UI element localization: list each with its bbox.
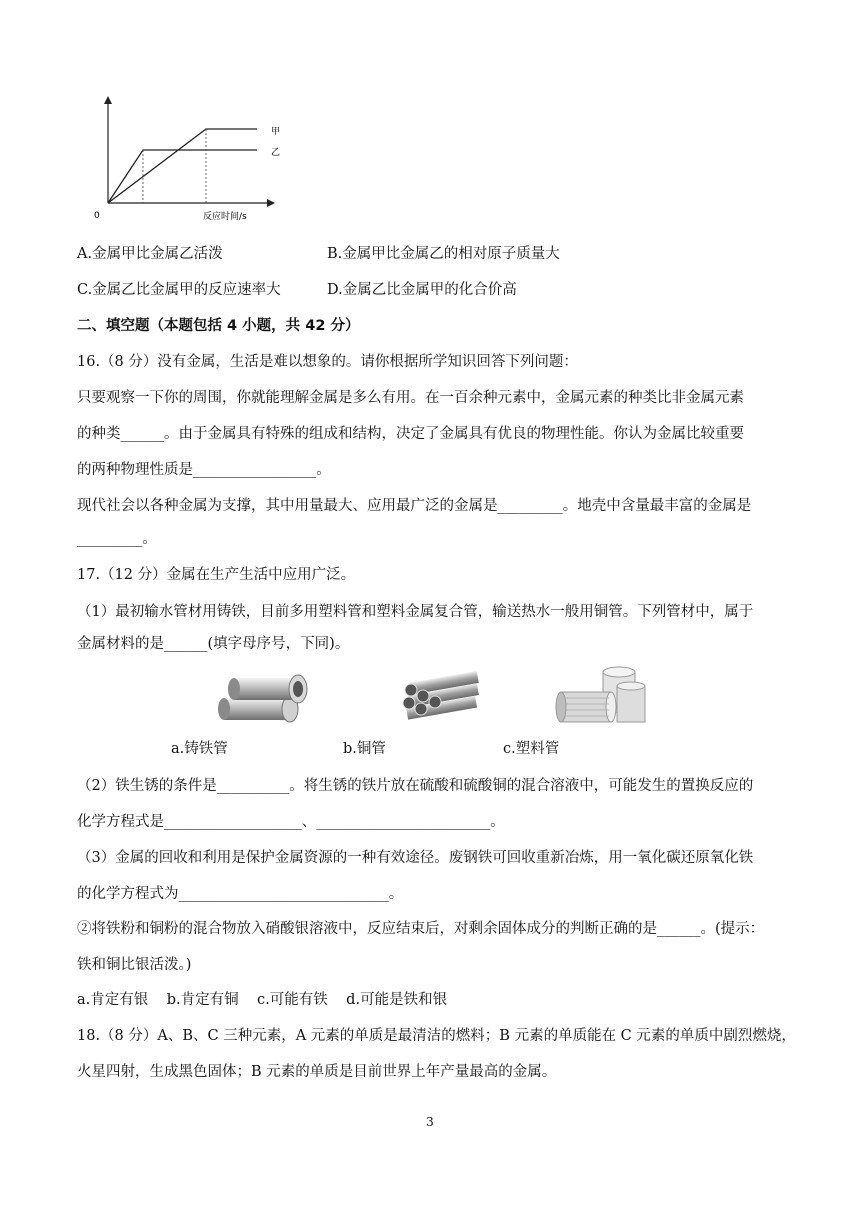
- caption-a: a.铸铁管: [171, 741, 228, 757]
- legend-jia: 甲: [271, 127, 281, 137]
- q17-line-5: 化学方程式是___________________、________________________。: [77, 814, 505, 830]
- graph-origin: 0: [94, 211, 100, 221]
- plastic-pipe-image: [555, 662, 647, 730]
- q16-line-6: _________。: [77, 531, 157, 547]
- option-c: C.金属乙比金属甲的反应速率大: [77, 282, 281, 298]
- q17-line-1: 17.（12 分）金属在生产生活中应用广泛。: [77, 567, 356, 583]
- caption-b: b.铜管: [343, 741, 386, 757]
- q16-line-2: 只要观察一下你的周围，你就能理解金属是多么有用。在一百余种元素中，金属元素的种类比非金属元素: [77, 390, 744, 406]
- option-a: A.金属甲比金属乙活泼: [77, 246, 223, 262]
- q16-line-5: 现代社会以各种金属为支撑，其中用量最大、应用最广泛的金属是_________。地壳中含量最丰富的金属是: [77, 498, 752, 514]
- q17-line-9: 铁和铜比银活泼。): [77, 957, 192, 973]
- q18-line-2: 火星四射，生成黑色固体；B 元素的单质是目前世界上年产量最高的金属。: [77, 1064, 557, 1080]
- section-title: 二、填空题（本题包括 4 小题，共 42 分）: [77, 318, 360, 334]
- copper-pipe-image: [393, 670, 485, 728]
- q17-line-2: （1）最初输水管材用铸铁，目前多用塑料管和塑料金属复合管，输送热水一般用铜管。下列管材中，属于: [77, 604, 754, 620]
- q16-line-4: 的两种物理性质是_________________。: [77, 462, 331, 478]
- q17-line-7: 的化学方程式为_____________________________。: [77, 886, 404, 902]
- q17-line-4: （2）铁生锈的条件是__________。将生锈的铁片放在硫酸和硫酸铜的混合溶液中，可能发生的置换反应的: [77, 778, 754, 794]
- q17-line-6: （3）金属的回收和利用是保护金属资源的一种有效途径。废钢铁可回收重新冶炼，用一氧化碳还原氧化铁: [77, 850, 754, 866]
- line-yi: [108, 150, 257, 203]
- cast-iron-pipe-image: [210, 670, 308, 728]
- y-axis-arrow: [104, 96, 112, 104]
- x-axis-arrow: [267, 199, 275, 207]
- legend-yi: 乙: [271, 148, 281, 158]
- option-b: B.金属甲比金属乙的相对原子质量大: [327, 246, 560, 262]
- option-d: D.金属乙比金属甲的化合价高: [327, 282, 517, 298]
- reaction-time-graph: [85, 92, 295, 228]
- page-number: 3: [426, 1115, 434, 1129]
- caption-c: c.塑料管: [503, 741, 560, 757]
- q17-line-10: a.肯定有银 b.肯定有铜 c.可能有铁 d.可能是铁和银: [77, 992, 448, 1008]
- line-jia: [108, 129, 257, 203]
- graph-xlabel: 反应时间/s: [203, 212, 247, 222]
- q17-line-8: ②将铁粉和铜粉的混合物放入硝酸银溶液中，反应结束后，对剩余固体成分的判断正确的是______。(提示：: [77, 921, 765, 937]
- q17-line-3: 金属材料的是______(填字母序号，下同)。: [77, 636, 350, 652]
- q16-line-3: 的种类______。由于金属具有特殊的组成和结构，决定了金属具有优良的物理性能。你认为金属比较重要: [77, 426, 744, 442]
- q16-line-1: 16.（8 分）没有金属，生活是难以想象的。请你根据所学知识回答下列问题：: [77, 354, 578, 370]
- q18-line-1: 18.（8 分）A、B、C 三种元素，A 元素的单质是最清洁的燃料；B 元素的单质能在 C 元素的单质中剧烈燃烧，: [77, 1028, 796, 1044]
